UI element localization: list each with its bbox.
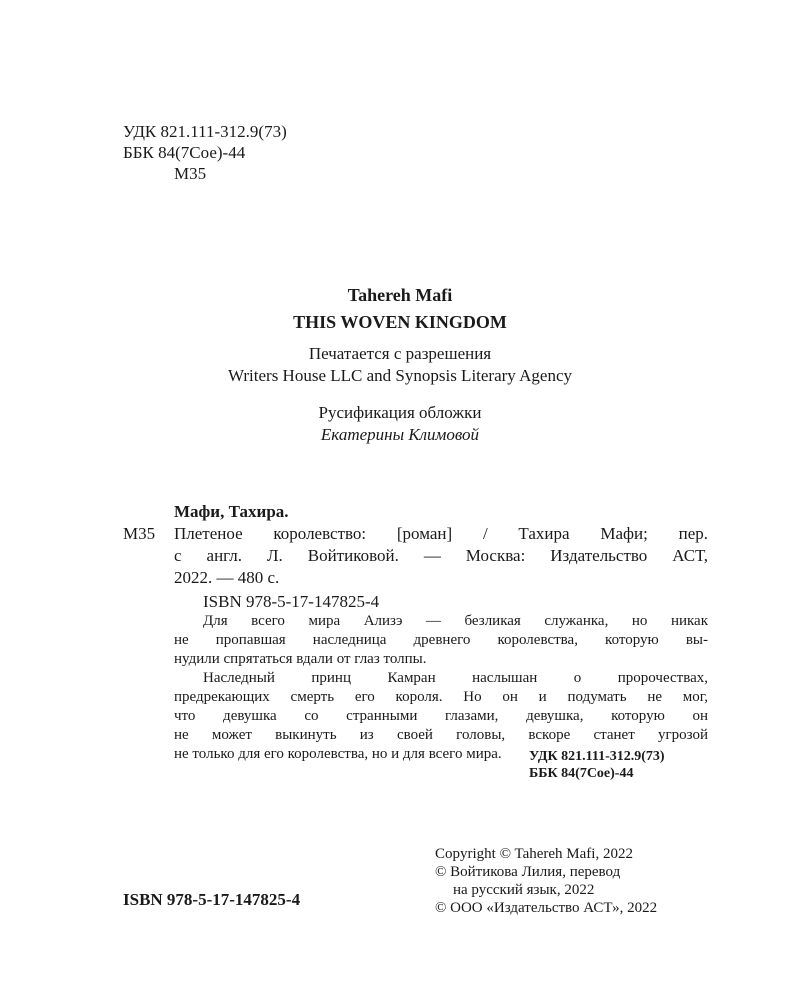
permission-line-2: Writers House LLC and Synopsis Literary Agency [228, 366, 572, 385]
annotation-p2-line-3: что девушка со странными глазами, девушка, которую он [174, 708, 708, 724]
cip-line-1: Плетеное королевство: [роман] / Тахира Мафи; пер. [174, 524, 708, 543]
original-author: Tahereh Mafi [347, 285, 453, 305]
annotation-p2-line-2: предрекающих смерть его короля. Но он и подумать не мог, [174, 689, 708, 705]
cip-author-heading: Мафи, Тахира. [174, 502, 289, 521]
original-title: THIS WOVEN KINGDOM [293, 312, 507, 332]
annotation-bbk: ББК 84(7Сое)-44 [529, 766, 634, 781]
copyright-line-3: на русский язык, 2022 [453, 882, 595, 898]
cip-line-2: с англ. Л. Войтиковой. — Москва: Издательство АСТ, [174, 546, 708, 565]
annotation [174, 612, 708, 764]
cip-record [123, 501, 708, 613]
annotation-udk: УДК 821.111-312.9(73) [529, 749, 665, 764]
annotation-p1-line-3: нудили спрятаться вдали от глаз толпы. [174, 651, 427, 667]
annotation-p2-line-5: не только для его королевства, но и для всего мира. [174, 746, 502, 762]
copyright-line-1: Copyright © Tahereh Mafi, 2022 [435, 846, 633, 862]
original-title-block [0, 282, 800, 336]
cip-isbn: ISBN 978-5-17-147825-4 [203, 592, 380, 611]
udk-code: УДК 821.111-312.9(73) [123, 122, 287, 141]
copyright-block [435, 845, 657, 917]
author-mark: М35 [174, 164, 207, 183]
annotation-codes [529, 748, 665, 782]
cover-credit-line-1: Русификация обложки [318, 403, 482, 422]
cip-second-row [123, 545, 708, 567]
annotation-p2-line-4: не может выкинуть из своей головы, вскоре станет угрозой [174, 727, 708, 743]
permission-line-1: Печатается с разрешения [308, 344, 492, 363]
cip-line-3: 2022. — 480 с. [174, 568, 280, 587]
cip-first-row [123, 523, 708, 545]
copyright-line-4: © ООО «Издательство АСТ», 2022 [435, 900, 658, 916]
annotation-p1-line-2: не пропавшая наследница древнего королевства, которую вы- [174, 632, 708, 648]
cover-credit-block [0, 402, 800, 446]
copyright-line-2: © Войтикова Лилия, перевод [435, 864, 621, 880]
classification-codes [123, 121, 287, 184]
permission-block [0, 343, 800, 387]
cip-author-mark: М35 [123, 524, 156, 543]
cover-credit-line-2: Екатерины Климовой [320, 425, 480, 444]
bottom-isbn: ISBN 978-5-17-147825-4 [123, 890, 301, 909]
bbk-code: ББК 84(7Сое)-44 [123, 143, 246, 162]
annotation-p1-line-1: Для всего мира Ализэ — безликая служанка, но никак [203, 613, 708, 629]
annotation-p2-line-1: Наследный принц Камран наслышан о пророчествах, [203, 670, 708, 686]
